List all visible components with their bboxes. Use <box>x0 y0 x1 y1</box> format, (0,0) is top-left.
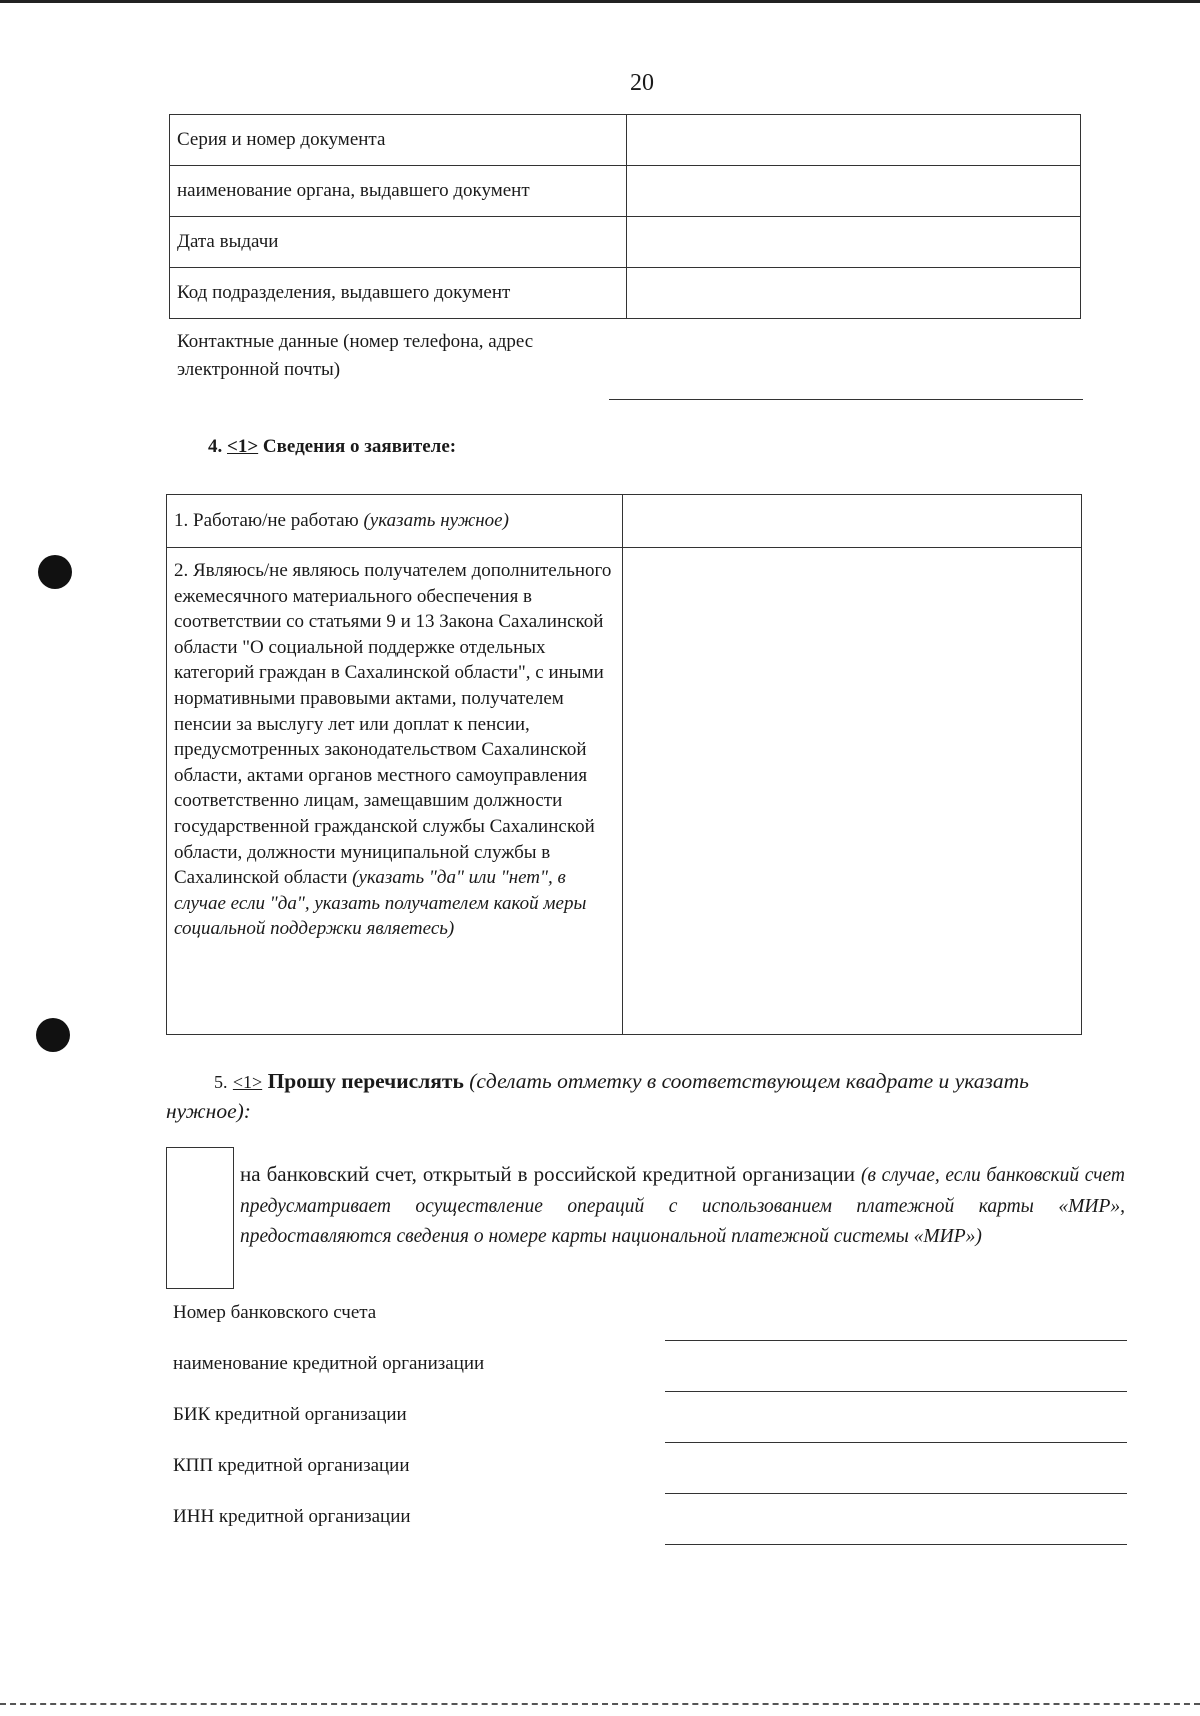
section4-number: 4. <box>208 436 223 457</box>
bank-name-input-line[interactable] <box>665 1391 1127 1392</box>
contacts-input-line[interactable] <box>609 399 1083 400</box>
section4-title: Сведения о заявителе: <box>262 436 457 457</box>
page-bottom-border <box>0 1703 1200 1707</box>
employment-italic-note: (указать нужное) <box>363 510 509 531</box>
punch-hole <box>36 1018 70 1052</box>
section5-italic-line2: указать нужное): <box>166 1069 1029 1123</box>
bik-input-line[interactable] <box>665 1442 1127 1443</box>
inn-label: ИНН кредитной организации <box>173 1506 411 1527</box>
employment-label <box>167 495 623 548</box>
section5-title: Прошу перечислять <box>267 1069 464 1093</box>
table-row <box>170 166 1081 217</box>
kpp-label: КПП кредитной организации <box>173 1455 410 1476</box>
kpp-input-line[interactable] <box>665 1493 1127 1494</box>
division-code-value-cell[interactable] <box>627 268 1081 319</box>
issuing-authority-label: наименование органа, выдавшего документ <box>170 166 627 217</box>
table-row <box>167 495 1082 548</box>
benefit-status-text: 2. Являюсь/не являюсь получателем дополнительного ежемесячного материального обеспечения в соответствии со статьями 9 и 13 Закона Сахалинской области "О социальной поддержке отдельных категорий граждан в Сахалинской области", с иными нормативными правовыми актами, получателем пенсии за выслугу лет или доплат к пенсии, предусмотренных законодательством Сахалинской области, актами органов местного самоуправления соответственно лицам, замещавшим должности государственной гражданской службы Сахалинской области, должности муниципальной службы в Сахалинской области <box>174 560 612 889</box>
document-table <box>169 114 1081 319</box>
bank-account-checkbox[interactable] <box>166 1147 234 1289</box>
benefit-status-label <box>167 548 623 1035</box>
bank-account-option-text <box>240 1160 1125 1252</box>
punch-hole <box>38 555 72 589</box>
issue-date-label: Дата выдачи <box>170 217 627 268</box>
section5-footnote-ref[interactable]: <1> <box>232 1072 263 1092</box>
section4-footnote-ref[interactable]: <1> <box>227 436 259 457</box>
contacts-label-line1: Контактные данные (номер телефона, адрес <box>177 331 534 352</box>
series-number-label: Серия и номер документа <box>170 115 627 166</box>
employment-value-cell[interactable] <box>623 495 1082 548</box>
section5-italic-line1: (сделать отметку в соответствующем квадрате и <box>469 1069 950 1093</box>
table-row <box>170 268 1081 319</box>
table-row <box>167 548 1082 1035</box>
table-row <box>170 217 1081 268</box>
bank-account-option-main: на банковский счет, открытый в российской кредитной организации <box>240 1162 855 1186</box>
page-top-border <box>0 0 1200 3</box>
bank-name-label: наименование кредитной организации <box>173 1353 485 1374</box>
table-row <box>170 115 1081 166</box>
division-code-label: Код подразделения, выдавшего документ <box>170 268 627 319</box>
account-number-label: Номер банковского счета <box>173 1302 377 1323</box>
section5-number: 5. <box>214 1072 228 1092</box>
contacts-label-line2: электронной почты) <box>177 359 341 380</box>
series-number-value-cell[interactable] <box>627 115 1081 166</box>
contacts-label <box>177 328 533 384</box>
issuing-authority-value-cell[interactable] <box>627 166 1081 217</box>
page-number: 20 <box>630 70 654 96</box>
applicant-table <box>166 494 1082 1035</box>
account-number-input-line[interactable] <box>665 1340 1127 1341</box>
issue-date-value-cell[interactable] <box>627 217 1081 268</box>
bik-label: БИК кредитной организации <box>173 1404 407 1425</box>
benefit-status-value-cell[interactable] <box>623 548 1082 1035</box>
bank-account-option-note: (в случае, если банковский счет предусматривает осуществление операций с использованием платежной карты «МИР», предоставляются сведения о номере карты национальной платежной системы «МИР») <box>240 1165 1125 1247</box>
employment-text: 1. Работаю/не работаю <box>174 510 359 531</box>
section4-heading <box>208 436 456 458</box>
benefit-status-italic-note: (указать "да" или "нет", в случае если "да", указать получателем какой меры социальной поддержки являетесь) <box>174 867 587 940</box>
section5-heading <box>166 1067 1066 1126</box>
inn-input-line[interactable] <box>665 1544 1127 1545</box>
